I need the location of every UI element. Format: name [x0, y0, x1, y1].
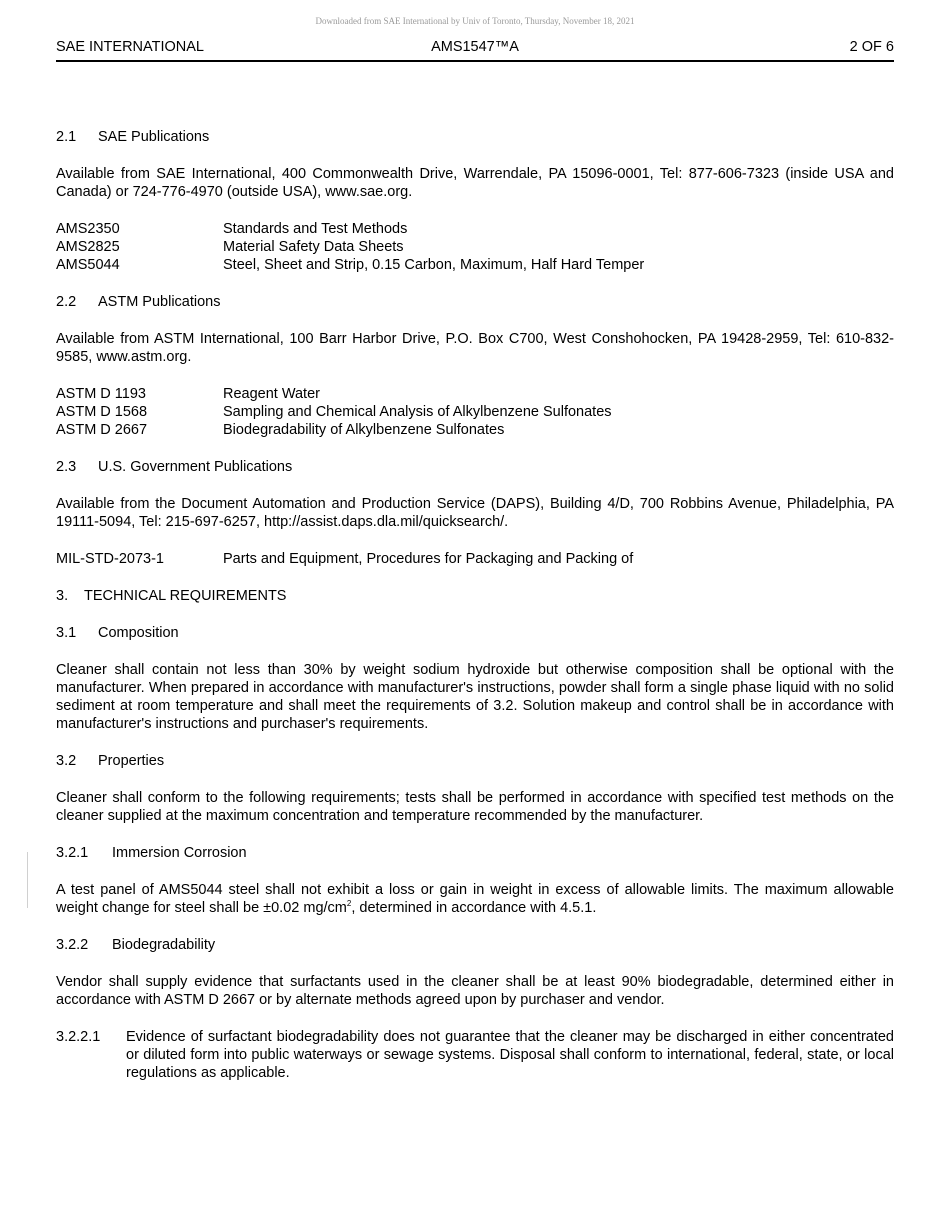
reference-title: Reagent Water — [223, 386, 320, 402]
section-number: 3.1 — [56, 625, 77, 641]
section-heading-3-1 — [56, 624, 894, 642]
section-title: Immersion Corrosion — [112, 845, 247, 861]
section-number: 3.2.1 — [56, 845, 89, 861]
document-body — [56, 128, 894, 1101]
reference-row — [56, 550, 894, 568]
sae-availability-text: Available from SAE International, 400 Commonwealth Drive, Warrendale, PA 15096-0001, Tel: 877-606-7323 (inside USA and Canada) or 724-776-4970 (outside USA), www.sae.org. — [56, 166, 894, 200]
section-number: 2.3 — [56, 459, 77, 475]
section-heading-3 — [56, 587, 894, 605]
reference-row — [56, 421, 894, 439]
reference-code: ASTM D 1193 — [56, 386, 146, 402]
reference-title: Standards and Test Methods — [223, 221, 408, 237]
section-title: TECHNICAL REQUIREMENTS — [84, 588, 287, 604]
section-heading-2-3 — [56, 458, 894, 476]
section-3-2-2-1 — [56, 1028, 894, 1082]
reference-row — [56, 256, 894, 274]
section-number: 3.2 — [56, 753, 77, 769]
document-number: AMS1547™A — [431, 39, 519, 55]
section-title: ASTM Publications — [98, 294, 221, 310]
section-title: Properties — [98, 753, 165, 769]
reference-title: Steel, Sheet and Strip, 0.15 Carbon, Maximum, Half Hard Temper — [223, 257, 645, 273]
corrosion-text-part: A test panel of AMS5044 steel shall not exhibit a loss or gain in weight in excess of allowable limits. The maximum allowable weight change for steel shall be ±0.02 mg/cm — [56, 882, 894, 916]
reference-code: ASTM D 1568 — [56, 404, 148, 420]
page-header — [56, 38, 894, 62]
reference-code: AMS2825 — [56, 239, 120, 255]
revision-bar — [27, 852, 28, 908]
section-number: 3. — [56, 588, 69, 604]
immersion-corrosion-text — [56, 881, 894, 917]
section-title: Biodegradability — [112, 937, 216, 953]
biodegradability-text: Vendor shall supply evidence that surfactants used in the cleaner shall be at least 90% biodegradable, determined either in accordance with ASTM D 2667 or by alternate methods agreed upon by purchaser and vendor. — [56, 974, 894, 1008]
section-number: 3.2.2 — [56, 937, 89, 953]
corrosion-text-part: , determined in accordance with 4.5.1. — [351, 900, 597, 916]
reference-code: ASTM D 2667 — [56, 422, 148, 438]
section-number: 2.1 — [56, 129, 77, 145]
reference-row — [56, 220, 894, 238]
publisher-name: SAE INTERNATIONAL — [56, 39, 204, 55]
government-availability-text: Available from the Document Automation and Production Service (DAPS), Building 4/D, 700 Robbins Avenue, Philadelphia, PA 19111-5094, Tel: 215-697-6257, http://assist.daps.dla.mil/quicksearch/. — [56, 496, 894, 530]
section-title: Composition — [98, 625, 179, 641]
section-heading-2-2 — [56, 293, 894, 311]
section-number: 3.2.2.1 — [56, 1029, 101, 1045]
page-number: 2 OF 6 — [849, 39, 894, 55]
reference-row — [56, 238, 894, 256]
reference-row — [56, 403, 894, 421]
section-heading-3-2-1 — [56, 844, 894, 862]
section-heading-3-2 — [56, 752, 894, 770]
reference-code: AMS5044 — [56, 257, 120, 273]
reference-row — [56, 385, 894, 403]
reference-title: Biodegradability of Alkylbenzene Sulfonates — [223, 422, 505, 438]
reference-title: Material Safety Data Sheets — [223, 239, 404, 255]
reference-code: AMS2350 — [56, 221, 120, 237]
reference-title: Parts and Equipment, Procedures for Packaging and Packing of — [223, 551, 634, 567]
section-title: U.S. Government Publications — [98, 459, 293, 475]
astm-availability-text: Available from ASTM International, 100 Barr Harbor Drive, P.O. Box C700, West Conshohocken, PA 19428-2959, Tel: 610-832-9585, www.astm.org. — [56, 331, 894, 365]
section-number: 2.2 — [56, 294, 77, 310]
government-reference-list — [56, 550, 894, 568]
reference-title: Sampling and Chemical Analysis of Alkylbenzene Sulfonates — [223, 404, 612, 420]
sae-reference-list — [56, 220, 894, 274]
section-heading-2-1 — [56, 128, 894, 146]
astm-reference-list — [56, 385, 894, 439]
disposal-text: Evidence of surfactant biodegradability does not guarantee that the cleaner may be discharged in either concentrated or diluted form into public waterways or sewage systems. Disposal shall conform to international, federal, state, or local regulations as applicable. — [126, 1029, 894, 1081]
download-watermark: Downloaded from SAE International by Univ of Toronto, Thursday, November 18, 2021 — [315, 16, 635, 26]
section-title: SAE Publications — [98, 129, 210, 145]
section-heading-3-2-2 — [56, 936, 894, 954]
reference-code: MIL-STD-2073-1 — [56, 551, 164, 567]
superscript: 2 — [346, 899, 352, 908]
properties-text: Cleaner shall conform to the following requirements; tests shall be performed in accordance with specified test methods on the cleaner supplied at the maximum concentration and temperature recommended by the manufacturer. — [56, 790, 894, 824]
composition-text: Cleaner shall contain not less than 30% by weight sodium hydroxide but otherwise composition shall be optional with the manufacturer. When prepared in accordance with manufacturer's instructions, powder shall form a single phase liquid with no solid sediment at room temperature and shall meet the requirements of 3.2. Solution makeup and control shall be in accordance with manufacturer's instructions and purchaser's requirements. — [56, 662, 894, 732]
